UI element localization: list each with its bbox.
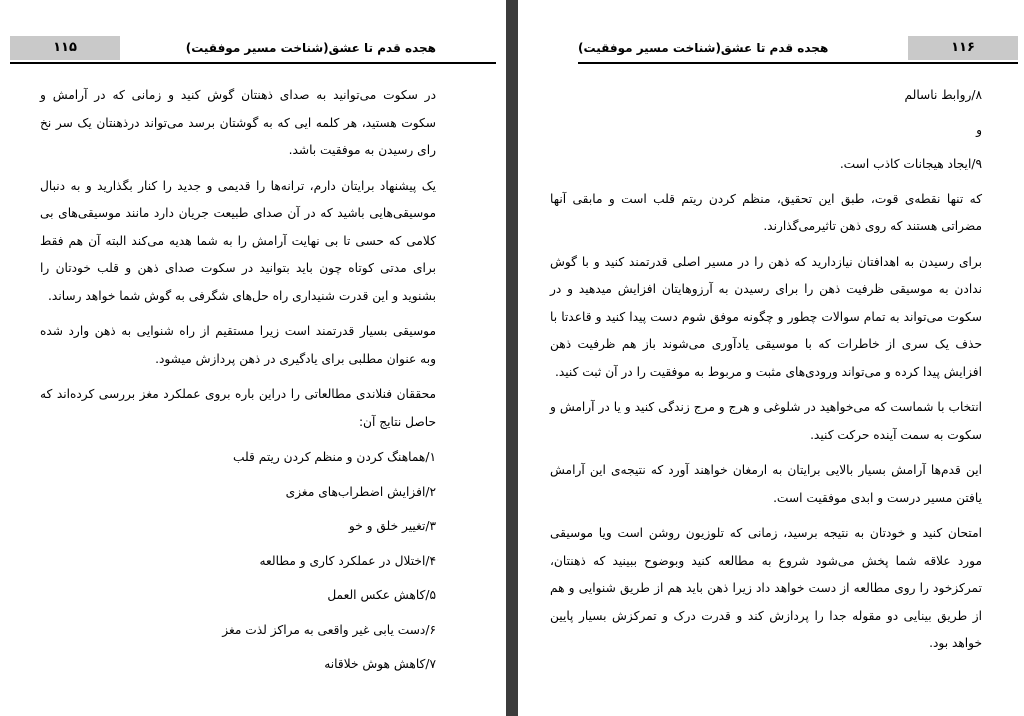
list-item: ۶/دست یابی غیر واقعی به مراکز لذت مغز [222,622,436,637]
paragraph: این قدم‌ها آرامش بسیار بالایی برایتان به ارمغان خواهند آورد که نتیجه‌ی این آرامش یافتن مسیر درست و ابدی موفقیت است. [550,463,982,505]
list-item: ۳/تغییر خلق و خو [348,519,436,533]
paragraph: برای رسیدن به اهدافتان نیازدارید که ذهن را در مسیر اصلی قدرتمند کنید و با گوش ندادن به موسیقی ظرفیت ذهن را برای رسیدن به آرزوهایتان افزایش میدهید و در سکوت می‌تواند به تمام سوالات چطور و چگونه موفق شوم دست پیدا کنید و قاعدتا با حذف یک سری از خاطرات که با موسیقی یادآوری می‌شوند باز هم ظرفیت ذهن افزایش پیدا کرده و می‌تواند ورودی‌های مثبت و مربوط به موفقیت را در آن ثبت کنید. [550,254,982,379]
list-item: ۲/افزایش اضطراب‌های مغزی [285,484,436,499]
right-page [518,0,1024,716]
paragraph: موسیقی بسیار قدرتمند است زیرا مستقیم از راه شنوایی به ذهن وارد شده وبه عنوان مطلبی برای یادگیری در ذهن پردازش میشود. [40,324,436,366]
book-title: هجده قدم تا عشق(شناخت مسیر موفقیت) [185,41,436,55]
left-page [0,0,506,716]
page-number: ۱۱۶ [908,36,1018,60]
page-number: ۱۱۵ [10,36,120,60]
paragraph: یک پیشنهاد برایتان دارم، ترانه‌ها را قدیمی و جدید را کنار بگذارید و به دنبال موسیقی‌هایی باشید که در آن صدای طبیعت جریان دارد مانند موسیقی‌های بی کلامی که حسی تا بی نهایت آرامش را به شما هدیه می‌کند البته آن هم فقط برای مدتی کوتاه چون باید بتوانید در سکوت صدای ذهن و قلب خودتان را بشنوید و این قدرت شنیداری راه حل‌های شگرفی به گوش شما خواهد رساند. [40,178,436,303]
list-item: ۱/هماهنگ کردن و منظم کردن ریتم قلب [233,450,436,464]
page-header [10,36,496,64]
paragraph: انتخاب با شماست که می‌خواهید در شلوغی و هرج و مرج زندگی کنید و یا در آرامش و سکوت به سمت آینده حرکت کنید. [550,400,982,442]
page-body [550,82,982,666]
list-item: ۷/کاهش هوش خلاقانه [324,657,436,671]
page-header [578,36,1018,64]
paragraph: که تنها نقطه‌ی قوت، طبق این تحقیق، منظم کردن ریتم قلب است و مابقی آنها مضراتی هستند که روی ذهن تاثیرمی‌گذارند. [550,191,982,233]
book-title: هجده قدم تا عشق(شناخت مسیر موفقیت) [578,41,829,55]
page-body [40,82,436,686]
paragraph: محققان فنلاندی مطالعاتی را دراین باره بروی عملکرد مغز بررسی کرده‌اند که حاصل نتایج آن: [40,387,436,429]
list-item: و [976,122,982,137]
paragraph: امتحان کنید و خودتان به نتیجه برسید، زمانی که تلوزیون روشن است ویا موسیقی مورد علاقه شما پخش می‌شود شروع به مطالعه کنید وبوضوح ببینید که ذهنتان، تمرکزخود را روی مطالعه از دست خواهد داد زیرا ذهن باید هم از طریق شنوایی و هم از طریق بینایی دو مقوله جدا را پردازش کند و قدرت درک و تمرکزش بسیار پایین خواهد بود. [550,526,982,650]
list-item: ۹/ایجاد هیجانات کاذب است. [839,157,982,171]
list-item: ۸/روابط ناسالم [904,88,982,102]
list-item: ۴/اختلال در عملکرد کاری و مطالعه [259,553,436,568]
page-gutter [506,0,518,716]
paragraph: در سکوت می‌توانید به صدای ذهنتان گوش کنید و زمانی که در آرامش و سکوت هستید، هر کلمه ایی که به گوشتان برسد می‌تواند درذهنتان یک سر نخ رای رسیدن به موفقیت باشد. [40,88,436,157]
list-item: ۵/کاهش عکس العمل [327,588,436,602]
